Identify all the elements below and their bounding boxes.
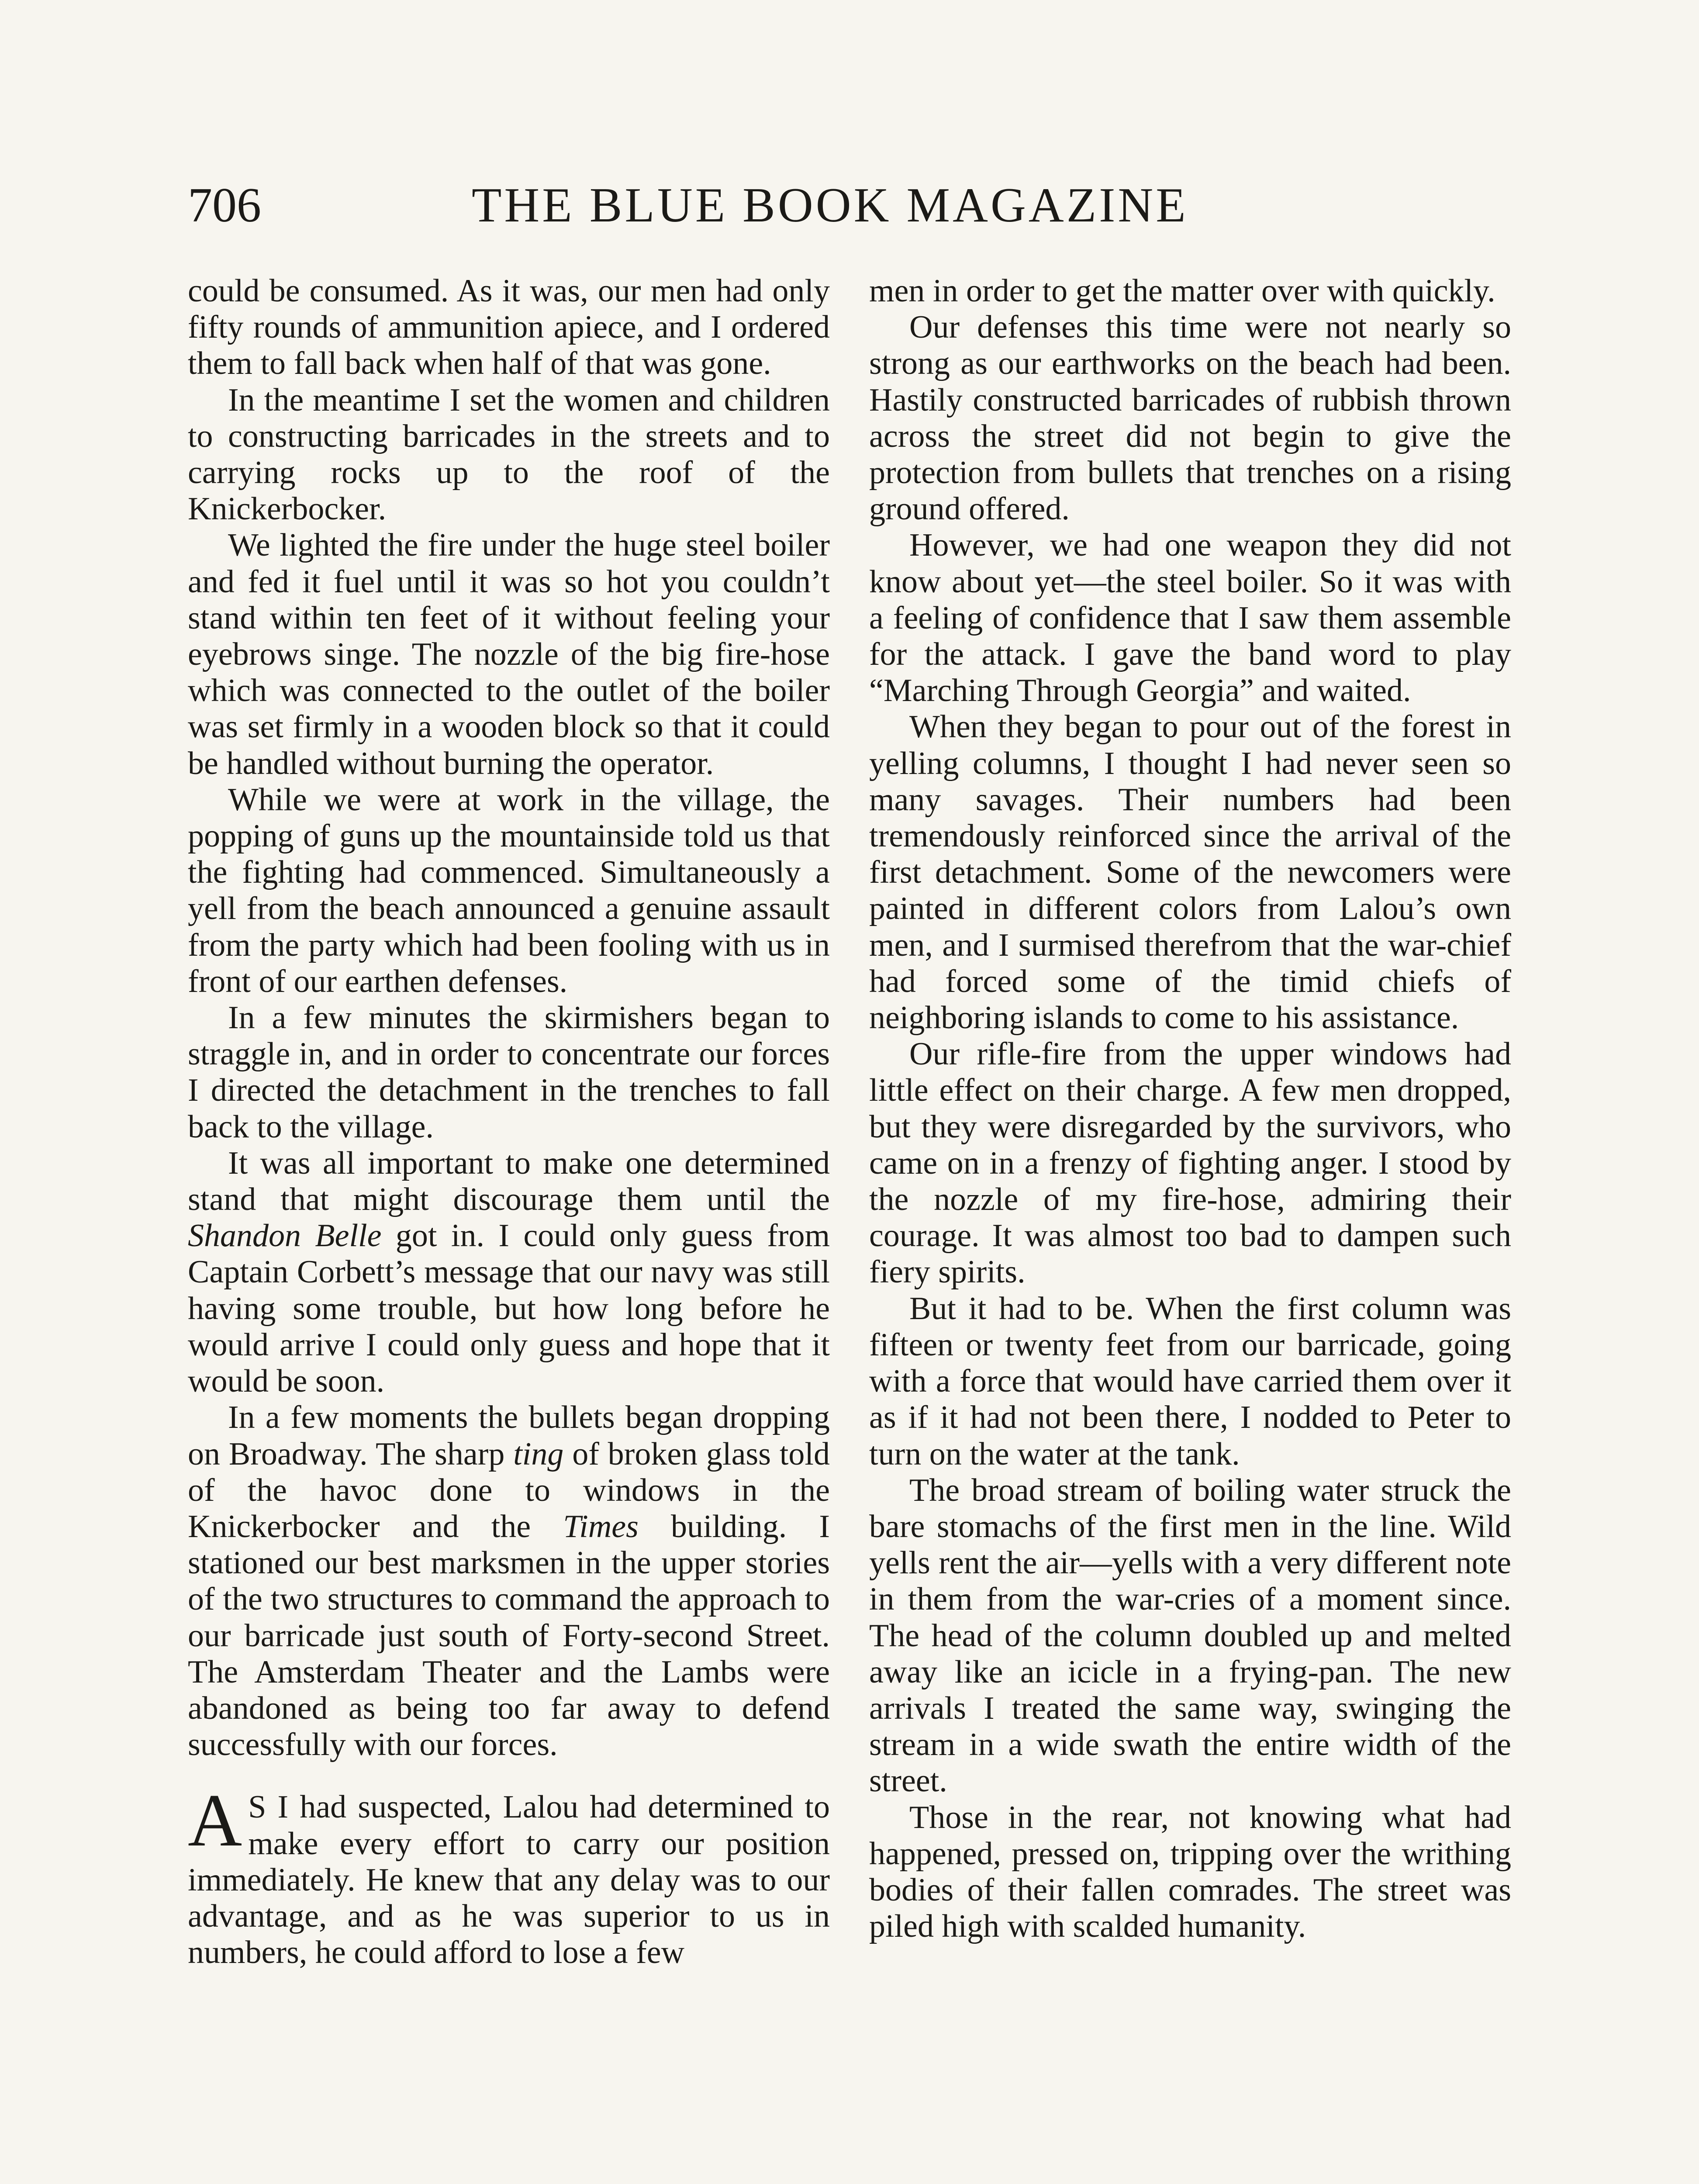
newspaper-name: Times: [563, 1508, 639, 1545]
paragraph-text: In a few moments the bullets began dropping on Broadway. The sharp: [188, 1400, 830, 1472]
page-number: 706: [188, 178, 261, 232]
section-opening-paragraph: [188, 1779, 830, 1971]
paragraph: could be consumed. As it was, our men had only fifty rounds of ammunition apiece, and I ordered them to fall back when half of that was gone.: [188, 273, 830, 382]
paragraph: But it had to be. When the first column was fifteen or twenty feet from our barricade, going with a force that would have carried them over it as if it had not been there, I nodded to Peter to turn on the water at the tank.: [869, 1290, 1511, 1472]
paragraph: Our rifle-fire from the upper windows had little effect on their charge. A few men dropped, but they were disregarded by the survivors, who came on in a frenzy of fighting anger. I stood by the nozzle of my fire-hose, admiring their courage. It was almost too bad to dampen such fiery spirits.: [869, 1036, 1511, 1290]
paragraph-text: got in. I could only guess from Captain Corbett’s message that our navy was still having some trouble, but how long before he would arrive I could only guess and hope that it would be soon.: [188, 1218, 830, 1400]
paragraph: While we were at work in the village, the popping of guns up the mountainside told us that the fighting had commenced. Simultaneously a yell from the beach announced a genuine assault from the party which had been fooling with us in front of our earthen defenses.: [188, 781, 830, 999]
paragraph-text: S I had suspected, Lalou had determined to make every effort to carry our position immediately. He knew that any delay was to our advantage, and as he was superior to us in numbers, he could afford to lose a few: [188, 1789, 830, 1971]
magazine-title: THE BLUE BOOK MAGAZINE: [472, 178, 1188, 232]
paragraph-text: of broken glass told of the havoc done to windows in the Knickerbocker and the: [188, 1436, 830, 1545]
paragraph-text: It was all important to make one determined stand that might discourage them until the: [188, 1145, 830, 1218]
ship-name: Shandon Belle: [188, 1218, 382, 1254]
paragraph: We lighted the fire under the huge steel boiler and fed it fuel until it was so hot you couldn’t stand within ten feet of it without feeling your eyebrows singe. The nozzle of the big fire-hose which was connected to the outlet of the boiler was set firmly in a wooden block so that it could be handled without burning the operator.: [188, 527, 830, 781]
paragraph: When they began to pour out of the forest in yelling columns, I thought I had never seen so many savages. Their numbers had been tremendously reinforced since the arrival of the first detachment. Some of the newcomers were painted in different colors from Lalou’s own men, and I surmised therefrom that the war-chief had forced some of the timid chiefs of neighboring islands to come to his assistance.: [869, 709, 1511, 1036]
paragraph: The broad stream of boiling water struck the bare stomachs of the first men in the line. Wild yells rent the air—yells with a very different note in them from the war-cries of a moment since. The head of the column doubled up and melted away like an icicle in a frying-pan. The new arrivals I treated the same way, swinging the stream in a wide swath the entire width of the street.: [869, 1472, 1511, 1799]
paragraph: Those in the rear, not knowing what had happened, pressed on, tripping over the writhing bodies of their fallen comrades. The street was piled high with scalded humanity.: [869, 1799, 1511, 1945]
italic-word: ting: [513, 1436, 564, 1472]
paragraph: [188, 1145, 830, 1400]
left-column: [188, 273, 830, 1971]
paragraph: In the meantime I set the women and children to constructing barricades in the streets and to carrying rocks up to the roof of the Knickerbocker.: [188, 382, 830, 527]
paragraph: men in order to get the matter over with quickly.: [869, 273, 1495, 309]
paragraph: Our defenses this time were not nearly so strong as our earthworks on the beach had been. Hastily constructed barricades of rubbish thrown across the street did not begin to give the protection from bullets that trenches on a rising ground offered.: [869, 309, 1511, 527]
paragraph: [188, 1400, 830, 1763]
paragraph: However, we had one weapon they did not know about yet—the steel boiler. So it was with a feeling of confidence that I saw them assemble for the attack. I gave the band word to play “Marching Through Georgia” and waited.: [869, 527, 1511, 709]
paragraph-text: building. I stationed our best marksmen in the upper stories of the two structures to command the approach to our barricade just south of Forty-second Street. The Amsterdam Theater and the Lambs were abandoned as being too far away to defend successfully with our forces.: [188, 1508, 830, 1763]
paragraph: In a few minutes the skirmishers began to straggle in, and in order to concentrate our forces I directed the detachment in the trenches to fall back to the village.: [188, 1000, 830, 1145]
page-header: [188, 173, 1511, 238]
right-column: [869, 273, 1511, 1945]
drop-cap: A: [188, 1779, 242, 1863]
